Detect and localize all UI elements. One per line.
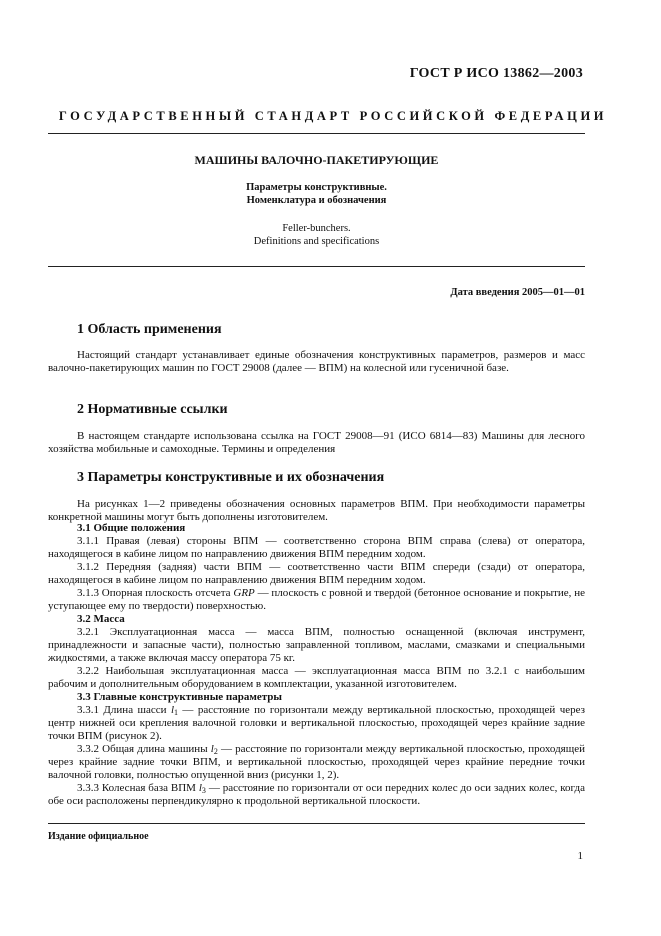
clause-3-3-1-text-b: — расстояние по горизонтали между вертикальной плоскостью, проходящей через центр нижней оси крепления валочной головки и вертикальной плоскостью, проходящей через крайние задние точки ВПМ (рисунок 2). [48, 704, 585, 742]
subsection-3-3-heading: 3.3 Главные конструктивные параметры [77, 691, 283, 703]
section-2-paragraph: В настоящем стандарте использована ссылка на ГОСТ 29008—91 (ИСО 6814—83) Машины для лесного хозяйства мобильные и самоходные. Термины и определения [48, 430, 585, 455]
clause-3-1-1: 3.1.1 Правая (левая) стороны ВПМ — соответственно сторона ВПМ справа (слева) от оператора, находящегося в кабине лицом по направлению движения ВПМ передним ходом. [48, 535, 585, 560]
english-title-line2: Definitions and specifications [253, 236, 380, 247]
page-number: 1 [577, 850, 583, 862]
l2-subscript: 2 [213, 747, 218, 756]
clause-3-3-3 [48, 782, 585, 808]
standard-subtitle-line1: Параметры конструктивные. [246, 182, 387, 193]
state-standard-title: ГОСУДАРСТВЕННЫЙ СТАНДАРТ РОССИЙСКОЙ ФЕДЕРАЦИИ [58, 109, 608, 123]
section-1-paragraph: Настоящий стандарт устанавливает единые обозначения конструктивных параметров, размеров и масс валочно-пакетирующих машин по ГОСТ 29008 (далее — ВПМ) на колесной или гусеничной базе. [48, 349, 585, 374]
title-divider [48, 266, 585, 267]
l1-subscript: 1 [174, 708, 178, 717]
document-code: ГОСТ Р ИСО 13862—2003 [409, 66, 583, 81]
clause-3-1-3 [48, 587, 585, 613]
section-3-intro-paragraph: На рисунках 1—2 приведены обозначения основных параметров ВПМ. При необходимости параметры конкретной машины могут быть дополнены изготовителем. [48, 498, 585, 523]
l2-symbol: l [210, 743, 214, 755]
subsection-3-2-heading: 3.2 Масса [77, 613, 125, 625]
clause-3-2-2: 3.2.2 Наибольшая эксплуатационная масса — эксплуатационная масса ВПМ по 3.2.1 с наибольшим рабочим и дополнительным оборудованием в комплектации, указанной изготовителем. [48, 665, 585, 690]
official-edition-label: Издание официальное [48, 831, 149, 842]
clause-3-1-3-text-b: — плоскость с ровной и твердой (бетонное основание и покрытие, не уступающее ему по твердости) поверхностью. [48, 587, 585, 612]
english-title-line1: Feller-bunchers. [282, 223, 351, 234]
clause-3-2-1: 3.2.1 Эксплуатационная масса — масса ВПМ, полностью оснащенной (включая инструмент, принадлежности и запасные части), полностью заправленной топливом, маслами, смазками и специальными жидкостями, а также включая массу оператора 75 кг. [48, 626, 585, 664]
introduction-date: Дата введения 2005—01—01 [450, 287, 585, 298]
clause-3-3-1-text-a: 3.3.1 Длина шасси [77, 704, 171, 716]
section-3-heading: 3 Параметры конструктивные и их обозначения [77, 470, 385, 485]
clause-3-3-3-text-a: 3.3.3 Колесная база ВПМ [77, 782, 199, 794]
header-divider [48, 133, 585, 134]
grp-symbol: GRP [233, 587, 255, 599]
standard-title: МАШИНЫ ВАЛОЧНО-ПАКЕТИРУЮЩИЕ [194, 153, 439, 167]
subsection-3-1-heading: 3.1 Общие положения [77, 522, 186, 534]
l3-subscript: 3 [201, 786, 206, 795]
section-2-heading: 2 Нормативные ссылки [77, 402, 228, 417]
section-1-heading: 1 Область применения [77, 322, 222, 337]
clause-3-1-3-text-a: 3.1.3 Опорная плоскость отсчета [77, 587, 234, 599]
clause-3-3-3-text-b: — расстояние по горизонтали от оси передних колес до оси задних колес, когда обе оси расположены перпендикулярно к продольной вертикальной плоскости. [48, 782, 585, 807]
clause-3-3-1 [48, 704, 585, 743]
clause-3-3-2-text-a: 3.3.2 Общая длина машины [77, 743, 211, 755]
footer-divider [48, 823, 585, 824]
standard-subtitle-line2: Номенклатура и обозначения [246, 195, 387, 206]
clause-3-1-2: 3.1.2 Передняя (задняя) части ВПМ — соответственно части ВПМ спереди (сзади) от оператора, находящегося в кабине лицом по направлению движения ВПМ передним ходом. [48, 561, 585, 586]
clause-3-3-2-text-b: — расстояние по горизонтали между вертикальной плоскостью, проходящей через крайние задние точки ВПМ, и вертикальной плоскостью, проходящей через крайние передние точки валочной головки, полностью опущенной вниз (рисунки 1, 2). [48, 743, 585, 781]
l3-symbol: l [198, 782, 202, 794]
clause-3-3-2 [48, 743, 585, 782]
l1-symbol: l [170, 704, 174, 716]
